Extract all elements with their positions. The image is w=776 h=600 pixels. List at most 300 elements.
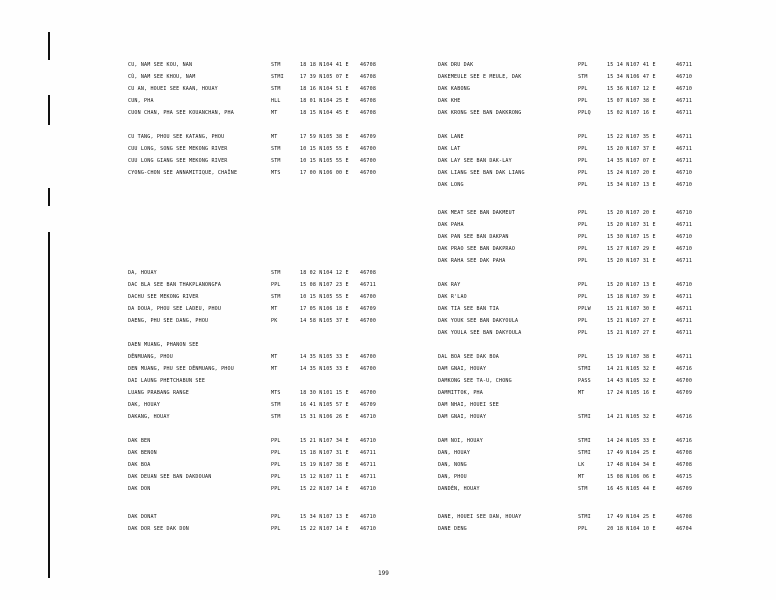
longitude: 105 32 E [630, 414, 656, 420]
gazetteer-entry [128, 365, 386, 374]
feature-type: PPL [578, 526, 588, 532]
map-code: 46710 [360, 414, 377, 420]
map-code: 46700 [360, 354, 377, 360]
feature-type: PPLQ [578, 110, 591, 116]
feature-type: STMI [578, 514, 591, 520]
longitude: 107 31 E [630, 258, 656, 264]
longitude: 107 20 E [630, 170, 656, 176]
map-code: 46708 [676, 514, 693, 520]
latitude: 15 18 N [300, 450, 323, 456]
latitude: 15 07 N [607, 98, 630, 104]
feature-type: PPLW [578, 306, 591, 312]
longitude: 105 33 E [323, 366, 349, 372]
feature-type: STM [271, 62, 281, 68]
entry-name: DAKEMEULE SEE E MEULE, DAK [438, 74, 522, 80]
entry-name: DAC BLA SEE BAN THAKPLANONGFA [128, 282, 222, 288]
longitude: 104 25 E [323, 98, 349, 104]
latitude: 15 31 N [300, 414, 323, 420]
feature-type: PPL [271, 450, 281, 456]
map-code: 46700 [360, 366, 377, 372]
entry-name: DANE, HOUEI SEE DAN, HOUAY [438, 514, 522, 520]
latitude: 15 21 N [607, 330, 630, 336]
longitude: 106 18 E [323, 306, 349, 312]
map-code: 46709 [360, 306, 377, 312]
feature-type: HLL [271, 98, 281, 104]
gazetteer-entry [438, 61, 700, 70]
feature-type: PPL [578, 62, 588, 68]
map-code: 46709 [676, 486, 693, 492]
entry-name: DAK DRU DAK [438, 62, 474, 68]
feature-type: MT [578, 390, 585, 396]
gazetteer-entry [128, 389, 386, 398]
latitude: 17 00 N [300, 170, 323, 176]
latitude: 15 08 N [300, 282, 323, 288]
longitude: 104 34 E [630, 462, 656, 468]
longitude: 105 33 E [630, 438, 656, 444]
feature-type: PPL [271, 486, 281, 492]
feature-type: MT [271, 366, 278, 372]
map-code: 46700 [360, 318, 377, 324]
gazetteer-entry [438, 305, 700, 314]
latitude: 15 21 N [607, 318, 630, 324]
entry-name: DAMKONG SEE TA-U, CHONG [438, 378, 512, 384]
entry-name: DAK LONG [438, 182, 464, 188]
latitude: 14 21 N [607, 366, 630, 372]
longitude: 104 10 E [630, 526, 656, 532]
gazetteer-entry [438, 281, 700, 290]
gazetteer-entry [438, 513, 700, 522]
entry-name: DAM NHAI, HOUEI SEE [438, 402, 499, 408]
latitude: 20 18 N [607, 526, 630, 532]
feature-type: PPL [578, 158, 588, 164]
feature-type: STMI [578, 366, 591, 372]
entry-name: DAK LIANG SEE BAN DAK LIANG [438, 170, 525, 176]
entry-name: DAL BOA SEE DAK BOA [438, 354, 499, 360]
feature-type: STM [271, 158, 281, 164]
entry-name: DAMMITTOK, PHA [438, 390, 483, 396]
feature-type: PASS [578, 378, 591, 384]
gazetteer-entry [128, 145, 386, 154]
longitude: 105 55 E [323, 146, 349, 152]
gazetteer-entry [438, 449, 700, 458]
gazetteer-entry [128, 377, 386, 386]
latitude: 10 15 N [300, 146, 323, 152]
longitude: 107 34 E [323, 438, 349, 444]
longitude: 107 13 E [630, 282, 656, 288]
map-code: 46710 [676, 86, 693, 92]
latitude: 18 30 N [300, 390, 323, 396]
latitude: 15 34 N [607, 74, 630, 80]
feature-type: PPL [578, 170, 588, 176]
feature-type: PPL [578, 246, 588, 252]
feature-type: PPL [578, 318, 588, 324]
latitude: 15 34 N [607, 182, 630, 188]
feature-type: STMI [578, 414, 591, 420]
map-code: 46711 [676, 222, 693, 228]
entry-name: DANE DENG [438, 526, 467, 532]
latitude: 14 21 N [607, 414, 630, 420]
map-code: 46711 [676, 146, 693, 152]
latitude: 15 21 N [607, 306, 630, 312]
latitude: 17 49 N [607, 514, 630, 520]
gazetteer-entry [128, 341, 386, 350]
latitude: 15 12 N [300, 474, 323, 480]
feature-type: PPL [578, 146, 588, 152]
map-code: 46711 [676, 306, 693, 312]
feature-type: MT [271, 110, 278, 116]
latitude: 15 30 N [607, 234, 630, 240]
map-code: 46708 [360, 110, 377, 116]
entry-name: DÊNMUANG, PHOU [128, 354, 173, 360]
longitude: 107 35 E [630, 134, 656, 140]
gazetteer-entry [128, 401, 386, 410]
entry-name: DANDÈN, HOUAY [438, 486, 480, 492]
longitude: 107 07 E [630, 158, 656, 164]
map-code: 46716 [676, 414, 693, 420]
feature-type: STM [578, 74, 588, 80]
gazetteer-entry [438, 365, 700, 374]
latitude: 15 19 N [607, 354, 630, 360]
map-code: 46700 [360, 294, 377, 300]
feature-type: PPL [578, 330, 588, 336]
entry-name: DAK, HOUAY [128, 402, 161, 408]
latitude: 18 15 N [300, 110, 323, 116]
longitude: 104 25 E [630, 514, 656, 520]
map-code: 46700 [676, 378, 693, 384]
map-code: 46709 [676, 390, 693, 396]
entry-name: DAK YOUK SEE BAN DAKYOULA [438, 318, 519, 324]
feature-type: PPL [578, 222, 588, 228]
longitude: 105 57 E [323, 402, 349, 408]
longitude: 107 11 E [323, 474, 349, 480]
feature-type: PPL [578, 294, 588, 300]
entry-name: CYONG-CHON SEE ANNAMITIQUE, CHAÎNE [128, 170, 238, 176]
map-code: 46711 [676, 354, 693, 360]
gazetteer-entry [438, 245, 700, 254]
map-code: 46700 [360, 146, 377, 152]
entry-name: DAK BEN [128, 438, 151, 444]
map-code: 46711 [676, 62, 693, 68]
entry-name: DAK DON [128, 486, 151, 492]
map-code: 46708 [676, 450, 693, 456]
latitude: 15 21 N [300, 438, 323, 444]
feature-type: PPL [271, 282, 281, 288]
latitude: 15 20 N [607, 146, 630, 152]
longitude: 105 16 E [630, 390, 656, 396]
feature-type: PPL [271, 462, 281, 468]
feature-type: STM [578, 486, 588, 492]
latitude: 15 20 N [607, 258, 630, 264]
feature-type: PPL [578, 354, 588, 360]
scan-margin-line [48, 95, 50, 125]
latitude: 15 20 N [607, 210, 630, 216]
feature-type: PPL [271, 474, 281, 480]
longitude: 107 13 E [630, 182, 656, 188]
gazetteer-entry [438, 525, 700, 534]
longitude: 107 38 E [630, 98, 656, 104]
entry-name: DAK KRONG SEE BAN DAKKRONG [438, 110, 522, 116]
gazetteer-entry [438, 73, 700, 82]
entry-name: DAM NOI, HOUAY [438, 438, 483, 444]
feature-type: PPL [578, 134, 588, 140]
feature-type: PPL [578, 258, 588, 264]
gazetteer-entry [128, 485, 386, 494]
map-code: 46710 [676, 246, 693, 252]
latitude: 14 24 N [607, 438, 630, 444]
gazetteer-entry [438, 133, 700, 142]
feature-type: PPL [578, 182, 588, 188]
feature-type: STM [271, 146, 281, 152]
latitude: 17 48 N [607, 462, 630, 468]
map-code: 46710 [360, 514, 377, 520]
latitude: 15 22 N [607, 134, 630, 140]
entry-name: DAENG, PHU SEE DANG, PHOU [128, 318, 209, 324]
latitude: 17 39 N [300, 74, 323, 80]
longitude: 107 23 E [323, 282, 349, 288]
gazetteer-entry [438, 209, 700, 218]
map-code: 46708 [360, 62, 377, 68]
entry-name: DAK YOULA SEE BAN DAKYOULA [438, 330, 522, 336]
gazetteer-entry [438, 157, 700, 166]
gazetteer-entry [438, 401, 700, 410]
entry-name: DAK LAT [438, 146, 461, 152]
gazetteer-entry [128, 525, 386, 534]
entry-name: CU TANG, PHOU SEE KATANG, PHOU [128, 134, 225, 140]
longitude: 107 16 E [630, 110, 656, 116]
longitude: 107 37 E [630, 146, 656, 152]
map-code: 46711 [676, 98, 693, 104]
longitude: 106 00 E [323, 170, 349, 176]
entry-name: DAK PRAO SEE BAN DAKPRAO [438, 246, 516, 252]
map-code: 46711 [360, 462, 377, 468]
feature-type: STM [271, 414, 281, 420]
latitude: 17 49 N [607, 450, 630, 456]
latitude: 15 14 N [607, 62, 630, 68]
gazetteer-entry [438, 485, 700, 494]
gazetteer-entry [438, 221, 700, 230]
feature-type: PPL [578, 210, 588, 216]
latitude: 14 43 N [607, 378, 630, 384]
longitude: 105 55 E [323, 158, 349, 164]
map-code: 46711 [676, 318, 693, 324]
map-code: 46710 [676, 210, 693, 216]
longitude: 105 44 E [630, 486, 656, 492]
gazetteer-entry [438, 97, 700, 106]
latitude: 16 41 N [300, 402, 323, 408]
scan-margin-line [48, 188, 50, 206]
map-code: 46715 [676, 474, 693, 480]
longitude: 105 07 E [323, 74, 349, 80]
entry-name: LUANG PRABANG RANGE [128, 390, 189, 396]
latitude: 14 35 N [300, 366, 323, 372]
gazetteer-entry [128, 413, 386, 422]
map-code: 46708 [676, 462, 693, 468]
feature-type: PPL [578, 86, 588, 92]
map-code: 46708 [360, 98, 377, 104]
longitude: 107 41 E [630, 62, 656, 68]
gazetteer-entry [438, 257, 700, 266]
latitude: 15 02 N [607, 110, 630, 116]
longitude: 104 41 E [323, 62, 349, 68]
map-code: 46711 [676, 294, 693, 300]
gazetteer-entry [128, 461, 386, 470]
scan-margin-line [48, 32, 50, 60]
longitude: 105 32 E [630, 378, 656, 384]
latitude: 10 15 N [300, 294, 323, 300]
entry-name: CUN, PHA [128, 98, 154, 104]
longitude: 104 25 E [630, 450, 656, 456]
feature-type: PPL [271, 438, 281, 444]
map-code: 46708 [360, 270, 377, 276]
entry-name: DAK MEAT SEE BAN DAKMEUT [438, 210, 516, 216]
map-code: 46716 [676, 366, 693, 372]
gazetteer-entry [128, 305, 386, 314]
entry-name: DA DOUA, PHOU SEE LADEU, PHOU [128, 306, 222, 312]
latitude: 15 22 N [300, 526, 323, 532]
gazetteer-entry [128, 169, 386, 178]
map-code: 46711 [360, 450, 377, 456]
gazetteer-entry [128, 437, 386, 446]
latitude: 16 45 N [607, 486, 630, 492]
entry-name: DAK DONAT [128, 514, 157, 520]
gazetteer-entry [128, 293, 386, 302]
feature-type: MT [271, 134, 278, 140]
gazetteer-entry [128, 269, 386, 278]
feature-type: STM [271, 294, 281, 300]
entry-name: DAN, PHOU [438, 474, 467, 480]
entry-name: DAK DEUAN SEE BAN DAKDOUAN [128, 474, 212, 480]
latitude: 18 01 N [300, 98, 323, 104]
latitude: 10 15 N [300, 158, 323, 164]
longitude: 101 15 E [323, 390, 349, 396]
longitude: 107 39 E [630, 294, 656, 300]
entry-name: CU, NAM SEE KOU, NAN [128, 62, 193, 68]
longitude: 106 47 E [630, 74, 656, 80]
gazetteer-entry [438, 233, 700, 242]
map-code: 46710 [360, 486, 377, 492]
longitude: 107 12 E [630, 86, 656, 92]
feature-type: PPL [271, 526, 281, 532]
entry-name: DAI LAUNG PHETCHABUN SEE [128, 378, 206, 384]
longitude: 107 31 E [323, 450, 349, 456]
entry-name: CU AN, HOUEI SEE KAAN, HOUAY [128, 86, 218, 92]
feature-type: MT [271, 306, 278, 312]
gazetteer-entry [128, 97, 386, 106]
entry-name: DACHU SEE MEKONG RIVER [128, 294, 199, 300]
gazetteer-entry [128, 449, 386, 458]
map-code: 46704 [676, 526, 693, 532]
longitude: 104 12 E [323, 270, 349, 276]
entry-name: CÙ, NAM SEE KHOU, NAM [128, 74, 196, 80]
longitude: 105 55 E [323, 294, 349, 300]
gazetteer-entry [438, 181, 700, 190]
longitude: 105 32 E [630, 366, 656, 372]
gazetteer-entry [438, 389, 700, 398]
latitude: 17 05 N [300, 306, 323, 312]
feature-type: PPL [578, 98, 588, 104]
feature-type: PPL [578, 282, 588, 288]
gazetteer-entry [438, 329, 700, 338]
longitude: 107 14 E [323, 526, 349, 532]
map-code: 46710 [676, 182, 693, 188]
feature-type: MT [271, 354, 278, 360]
longitude: 107 27 E [630, 330, 656, 336]
entry-name: DAKANG, HOUAY [128, 414, 170, 420]
entry-name: DAK LAY SEE BAN DAK-LAY [438, 158, 512, 164]
latitude: 18 16 N [300, 86, 323, 92]
latitude: 15 20 N [607, 222, 630, 228]
feature-type: MTS [271, 390, 281, 396]
latitude: 17 24 N [607, 390, 630, 396]
feature-type: STM [271, 402, 281, 408]
gazetteer-entry [438, 353, 700, 362]
map-code: 46716 [676, 438, 693, 444]
entry-name: DAK BENON [128, 450, 157, 456]
map-code: 46710 [360, 438, 377, 444]
map-code: 46711 [676, 258, 693, 264]
scan-margin-line [48, 232, 50, 578]
entry-name: DAK RAHA SEE DAK PAHA [438, 258, 506, 264]
map-code: 46711 [676, 134, 693, 140]
longitude: 105 33 E [323, 354, 349, 360]
feature-type: STMI [578, 438, 591, 444]
entry-name: DAK BOA [128, 462, 151, 468]
latitude: 15 19 N [300, 462, 323, 468]
latitude: 15 20 N [607, 282, 630, 288]
longitude: 104 45 E [323, 110, 349, 116]
map-code: 46710 [676, 234, 693, 240]
longitude: 107 31 E [630, 222, 656, 228]
feature-type: MT [578, 474, 585, 480]
gazetteer-entry [128, 157, 386, 166]
longitude: 107 27 E [630, 318, 656, 324]
latitude: 15 24 N [607, 170, 630, 176]
latitude: 15 08 N [607, 474, 630, 480]
map-code: 46710 [676, 282, 693, 288]
map-code: 46711 [360, 282, 377, 288]
gazetteer-entry [128, 109, 386, 118]
longitude: 105 37 E [323, 318, 349, 324]
gazetteer-entry [438, 461, 700, 470]
feature-type: PPL [271, 514, 281, 520]
latitude: 15 27 N [607, 246, 630, 252]
latitude: 14 58 N [300, 318, 323, 324]
gazetteer-entry [438, 85, 700, 94]
entry-name: DAEN MUANG, PHANON SEE [128, 342, 199, 348]
entry-name: CUU LONG GIANG SEE MEKONG RIVER [128, 158, 228, 164]
gazetteer-entry [438, 293, 700, 302]
longitude: 107 13 E [323, 514, 349, 520]
entry-name: DAK KHE [438, 98, 461, 104]
entry-name: DAK LANE [438, 134, 464, 140]
map-code: 46700 [360, 158, 377, 164]
gazetteer-entry [128, 353, 386, 362]
entry-name: DAN, HOUAY [438, 450, 471, 456]
longitude: 107 30 E [630, 306, 656, 312]
gazetteer-entry [438, 473, 700, 482]
feature-type: MTS [271, 170, 281, 176]
gazetteer-entry [128, 85, 386, 94]
entry-name: DAM GNAI, HOUAY [438, 414, 487, 420]
map-code: 46710 [676, 170, 693, 176]
gazetteer-entry [128, 133, 386, 142]
gazetteer-entry [128, 473, 386, 482]
entry-name: DAK RAY [438, 282, 461, 288]
gazetteer-entry [438, 169, 700, 178]
feature-type: PPL [578, 234, 588, 240]
map-code: 46710 [676, 74, 693, 80]
feature-type: STMI [271, 74, 284, 80]
